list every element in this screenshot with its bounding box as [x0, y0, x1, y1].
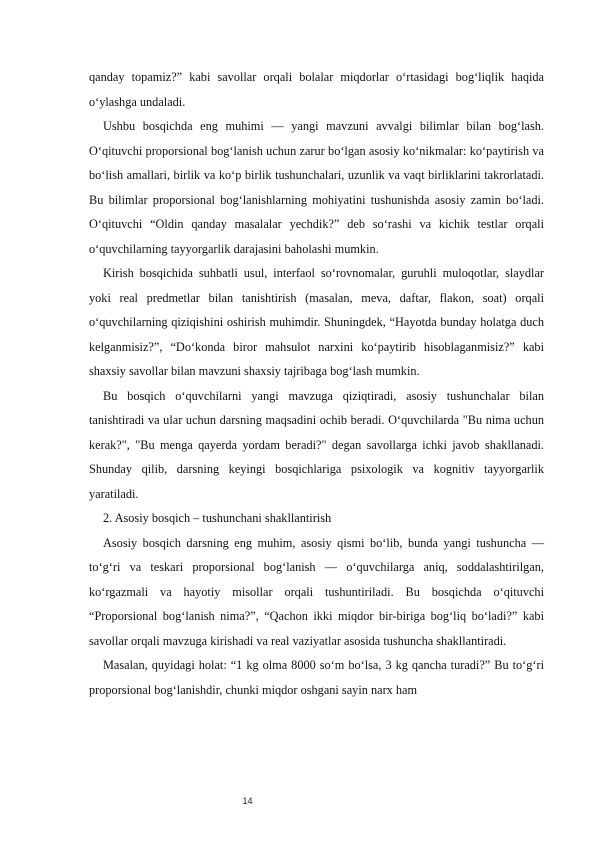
paragraph-1: qanday topamiz?” kabi savollar orqali bolalar miqdorlar o‘rtasidagi bog‘liqlik haqida o‘ylashga undaladi. — [89, 70, 544, 109]
paragraph-6: Masalan, quyidagi holat: “1 kg olma 8000 so‘m bo‘lsa, 3 kg qancha turadi?” Bu to‘g‘ri proporsional bog‘lanishdir, chunki miqdor oshgani sayin narx ham — [89, 658, 544, 697]
paragraph-4: Bu bosqich o‘quvchilarni yangi mavzuga qiziqtiradi, asosiy tushunchalar bilan tanishtiradi va ular uchun darsning maqsadini ochib beradi. O‘quvchilarda "Bu nima uchun kerak?", "Bu menga qayerda yordam beradi?" degan savollarga ichki javob shakllanadi. Shunday qilib, darsning keyingi bosqichlariga psixologik va kognitiv tayyorgarlik yaratiladi. — [89, 388, 544, 501]
section-heading: 2. Asosiy bosqich – tushunchani shakllantirish — [103, 511, 332, 525]
page-number: 14 — [242, 796, 253, 806]
paragraph-5: Asosiy bosqich darsning eng muhim, asosiy qismi bo‘lib, bunda yangi tushuncha — to‘g‘ri va teskari proporsional bog‘lanish — o‘quvchilarga aniq, soddalashtirilgan, ko‘rgazmali va hayotiy misollar orqali tushuntiriladi. Bu bosqichda o‘qituvchi “Proporsional bog‘lanish nima?”, “Qachon ikki miqdor bir-biriga bog‘liq bo‘ladi?” kabi savollar orqali mavzuga kirishadi va real vaziyatlar asosida tushuncha shakllantiradi. — [89, 535, 544, 648]
document-page — [89, 65, 544, 702]
paragraph-3: Kirish bosqichida suhbatli usul, interfaol so‘rovnomalar, guruhli muloqotlar, slaydlar yoki real predmetlar bilan tanishtirish (masalan, meva, daftar, flakon, soat) orqali o‘quvchilarning qiziqishini oshirish muhimdir. Shuningdek, “Hayotda bunday holatga duch kelganmisiz?”, “Do‘konda biror mahsulot narxini ko‘paytirib hisoblaganmisiz?” kabi shaxsiy savollar bilan mavzuni shaxsiy tajribaga bog‘lash mumkin. — [89, 266, 544, 378]
paragraph-2: Ushbu bosqichda eng muhimi — yangi mavzuni avvalgi bilimlar bilan bog‘lash. O‘qituvchi proporsional bog‘lanish uchun zarur bo‘lgan asosiy ko‘nikmalar: ko‘paytirish va bo‘lish amallari, birlik va ko‘p birlik tushunchalari, uzunlik va vaqt birliklarini takrorlatadi. Bu bilimlar proporsional bog‘lanishlarning mohiyatini tushunishda asosiy zamin bo‘ladi. O‘qituvchi “Oldin qanday masalalar yechdik?” deb so‘rashi va kichik testlar orqali o‘quvchilarning tayyorgarlik darajasini baholashi mumkin. — [89, 119, 544, 256]
